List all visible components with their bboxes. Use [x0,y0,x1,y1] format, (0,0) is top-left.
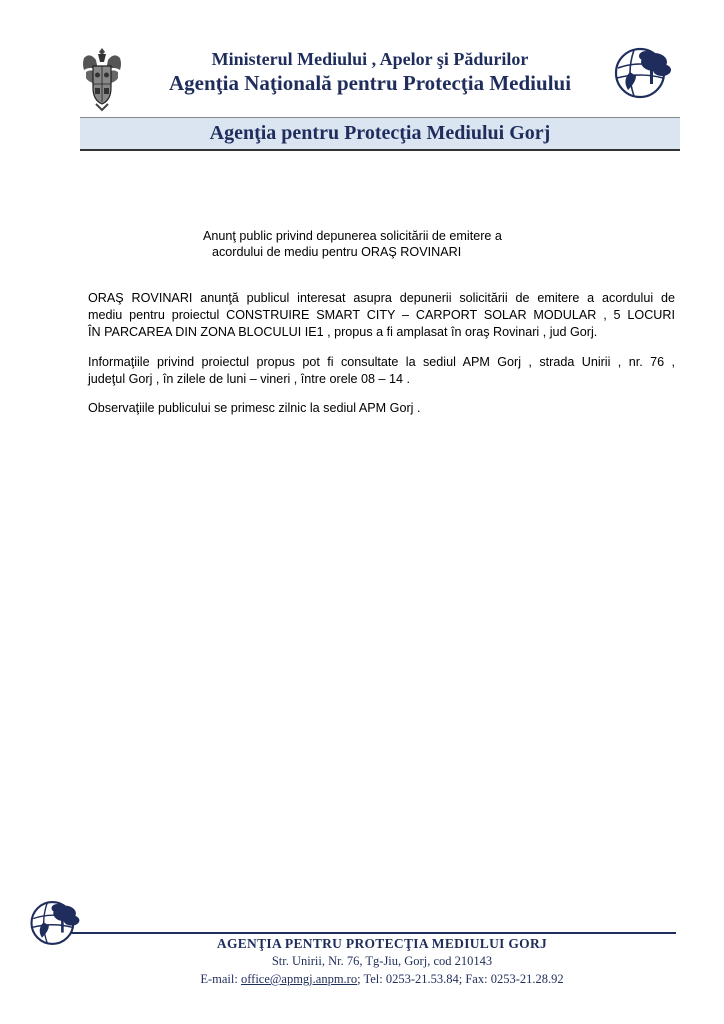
email-label: E-mail: [200,972,241,986]
romania-coat-of-arms-icon [80,44,124,114]
paragraph-line: judeţul Gorj , în zilele de luni – vineri , între orele 08 – 14 . [88,372,411,386]
email-link[interactable]: office@apmgj.anpm.ro [240,972,358,986]
national-agency-title: Agenţia Naţională pentru Protecţia Mediului [168,71,572,95]
regional-agency-title: Agenţia pentru Protecţia Mediului Gorj [209,122,551,144]
ministry-title: Ministerul Mediului , Apelor şi Pădurilor [211,49,529,69]
paragraph-line: ORAŞ ROVINARI anunţă publicul interesat asupra depunerii solicitării de emitere a acordului de [88,291,675,305]
paragraph-line: mediu pentru proiectul CONSTRUIRE SMART CITY – CARPORT SOLAR MODULAR , 5 LOCURI [88,308,675,322]
paragraph-line: ÎN PARCAREA DIN ZONA BLOCULUI IE1 , propus a fi amplasat în oraş Rovinari , jud Gorj. [88,325,598,339]
phone-fax: ; Tel: 0253-21.53.84; Fax: 0253-21.28.92 [357,972,564,986]
agency-banner [80,117,680,151]
paragraph-line: Informaţiile privind proiectul propus pot fi consultate la sediul APM Gorj , strada Unirii , nr. 76 , [88,355,675,369]
paragraph-line: Observaţiile publicului se primesc zilnic la sediul APM Gorj . [88,401,421,415]
anpm-globe-tree-logo [28,896,82,950]
footer-divider [70,932,676,934]
notice-heading-line-1: Anunţ public privind depunerea solicitării de emitere a [203,229,502,243]
footer-contact [120,972,644,987]
footer-agency-title: AGENŢIA PENTRU PROTECŢIA MEDIULUI GORJ [216,936,548,951]
notice-paragraph [88,354,675,388]
footer-address: Str. Unirii, Nr. 76, Tg-Jiu, Gorj, cod 210143 [271,954,493,968]
notice-paragraph [88,290,675,341]
notice-heading-line-2: acordului de mediu pentru ORAŞ ROVINARI [212,245,462,259]
anpm-globe-tree-logo [612,42,674,104]
notice-paragraph [88,400,675,417]
